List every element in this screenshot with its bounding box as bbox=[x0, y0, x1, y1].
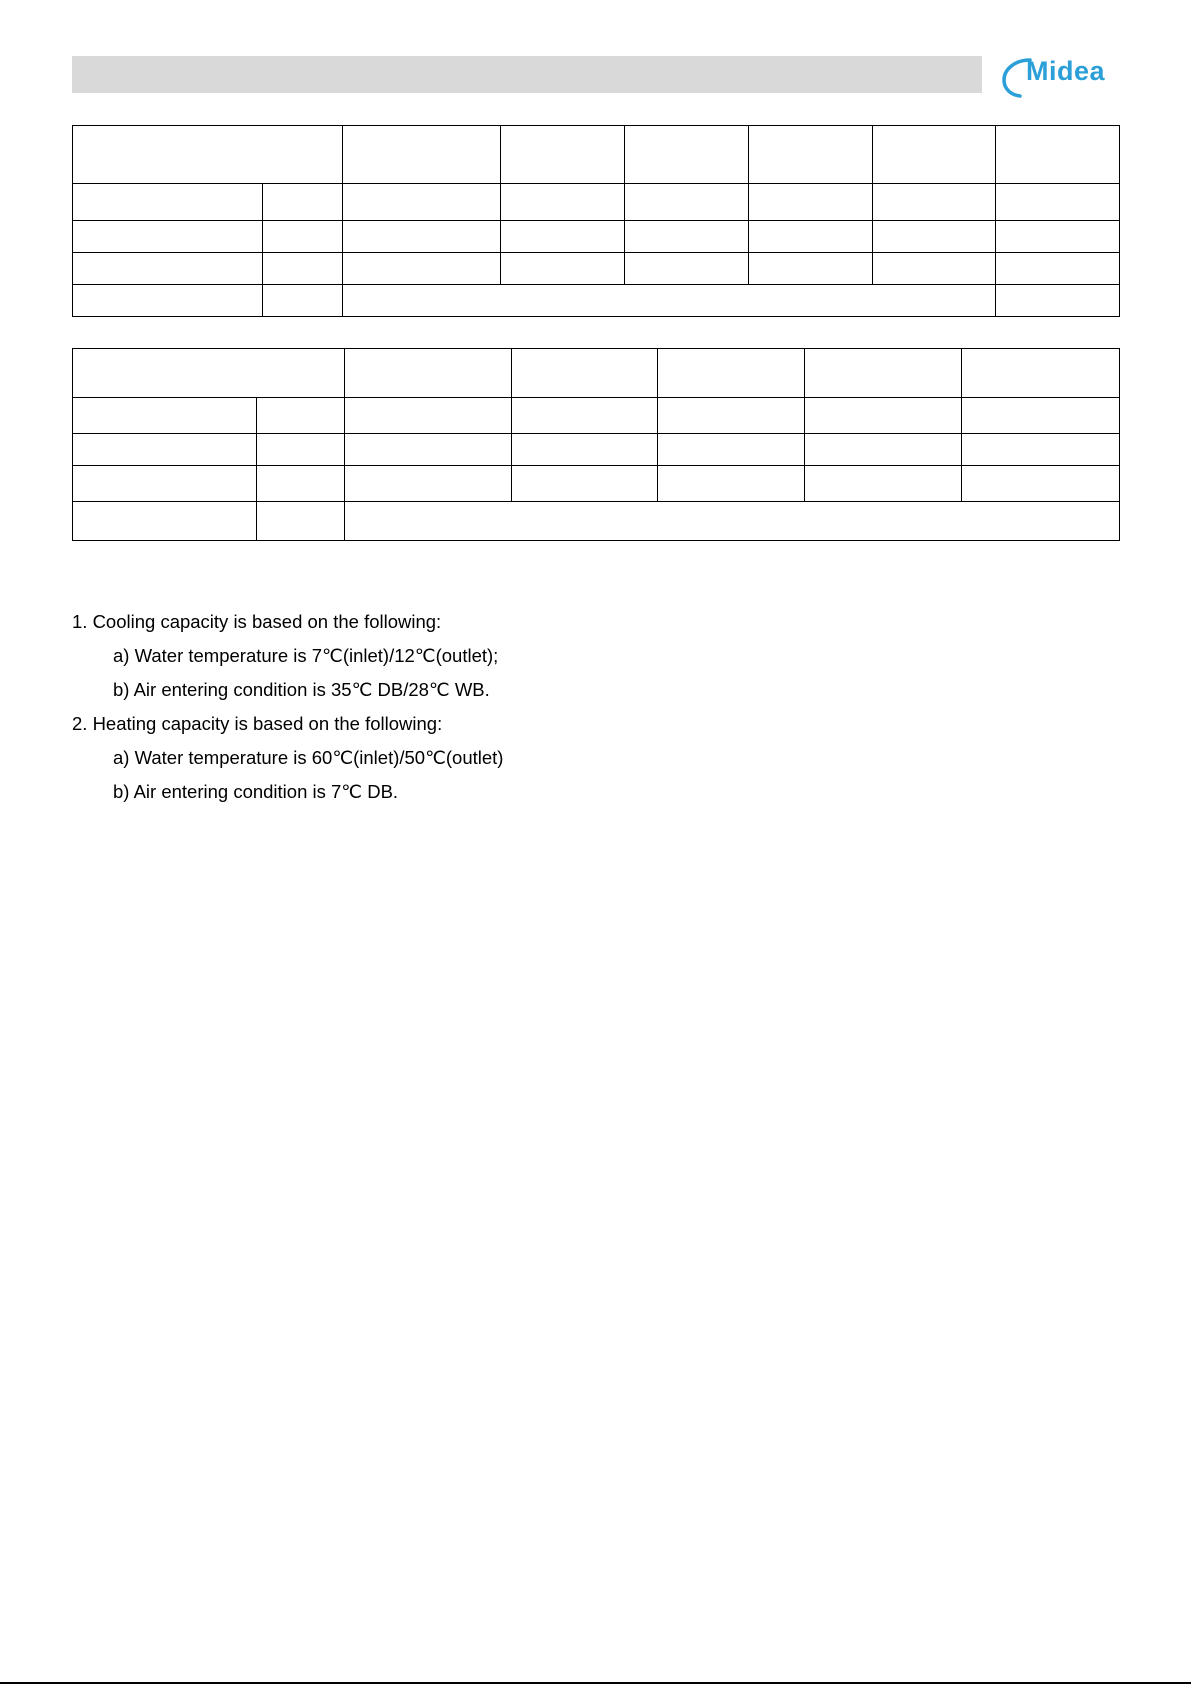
table-cell bbox=[996, 221, 1120, 253]
table-cell bbox=[263, 285, 343, 317]
table-cell bbox=[658, 434, 805, 466]
table-cell bbox=[873, 221, 996, 253]
table-cell bbox=[73, 221, 263, 253]
note-item-1b: b) Air entering condition is 35℃ DB/28℃ WB. bbox=[113, 679, 490, 700]
midea-logo bbox=[1000, 52, 1106, 100]
table-cell bbox=[962, 466, 1120, 502]
table-cell bbox=[73, 466, 257, 502]
table-cell bbox=[625, 221, 749, 253]
table-cell bbox=[343, 221, 501, 253]
table-cell bbox=[343, 184, 501, 221]
table-row bbox=[73, 502, 1120, 541]
table-cell bbox=[73, 502, 257, 541]
table-cell bbox=[73, 253, 263, 285]
table-cell bbox=[996, 253, 1120, 285]
table-cell bbox=[263, 253, 343, 285]
table-cell bbox=[345, 349, 512, 398]
table-cell bbox=[625, 126, 749, 184]
table-cell bbox=[345, 398, 512, 434]
table-cell bbox=[73, 398, 257, 434]
table-row bbox=[73, 253, 1120, 285]
table-cell bbox=[962, 349, 1120, 398]
table-cell bbox=[263, 184, 343, 221]
table-cell bbox=[749, 184, 873, 221]
table-cell bbox=[625, 184, 749, 221]
logo-text: Midea bbox=[1026, 56, 1106, 86]
table-row bbox=[73, 349, 1120, 398]
table-cell bbox=[962, 434, 1120, 466]
table-cell bbox=[962, 398, 1120, 434]
table-cell bbox=[257, 466, 345, 502]
table-cell bbox=[263, 221, 343, 253]
table-cell bbox=[345, 466, 512, 502]
table-cell bbox=[658, 349, 805, 398]
table-cell bbox=[512, 466, 658, 502]
spec-table-2 bbox=[72, 348, 1120, 541]
table-cell bbox=[873, 184, 996, 221]
table-cell bbox=[73, 434, 257, 466]
table-cell bbox=[873, 253, 996, 285]
table-row bbox=[73, 466, 1120, 502]
table-cell bbox=[996, 126, 1120, 184]
table-cell bbox=[343, 253, 501, 285]
table-cell bbox=[501, 184, 625, 221]
table-cell bbox=[996, 285, 1120, 317]
table-cell bbox=[257, 434, 345, 466]
table-cell bbox=[501, 221, 625, 253]
table-cell bbox=[512, 434, 658, 466]
note-item-2b: b) Air entering condition is 7℃ DB. bbox=[113, 781, 399, 802]
note-item-2: 2. Heating capacity is based on the following: bbox=[72, 713, 443, 734]
table-cell bbox=[873, 126, 996, 184]
table-cell bbox=[343, 285, 996, 317]
table-cell bbox=[512, 349, 658, 398]
table-cell bbox=[658, 466, 805, 502]
notes-section bbox=[72, 605, 972, 809]
table-cell bbox=[73, 126, 343, 184]
table-row bbox=[73, 285, 1120, 317]
table-cell bbox=[749, 253, 873, 285]
table-row bbox=[73, 184, 1120, 221]
table-cell bbox=[345, 502, 1120, 541]
table-cell bbox=[343, 126, 501, 184]
table-cell bbox=[73, 285, 263, 317]
table-row bbox=[73, 126, 1120, 184]
table-cell bbox=[512, 398, 658, 434]
table-cell bbox=[73, 184, 263, 221]
table-cell bbox=[501, 126, 625, 184]
table-cell bbox=[501, 253, 625, 285]
page-bottom-rule bbox=[0, 1682, 1191, 1684]
note-item-1a: a) Water temperature is 7℃(inlet)/12℃(outlet); bbox=[113, 645, 499, 666]
table-cell bbox=[625, 253, 749, 285]
note-item-2a: a) Water temperature is 60℃(inlet)/50℃(outlet) bbox=[113, 747, 504, 768]
table-row bbox=[73, 398, 1120, 434]
table-cell bbox=[805, 466, 962, 502]
table-cell bbox=[257, 398, 345, 434]
table-row bbox=[73, 221, 1120, 253]
table-cell bbox=[749, 221, 873, 253]
header-bar bbox=[72, 56, 982, 93]
note-item-1: 1. Cooling capacity is based on the following: bbox=[72, 611, 442, 632]
table-cell bbox=[805, 434, 962, 466]
table-cell bbox=[996, 184, 1120, 221]
table-cell bbox=[805, 349, 962, 398]
table-cell bbox=[749, 126, 873, 184]
table-cell bbox=[257, 502, 345, 541]
table-cell bbox=[658, 398, 805, 434]
table-row bbox=[73, 434, 1120, 466]
table-cell bbox=[805, 398, 962, 434]
table-cell bbox=[345, 434, 512, 466]
spec-table-1 bbox=[72, 125, 1120, 317]
table-cell bbox=[73, 349, 345, 398]
